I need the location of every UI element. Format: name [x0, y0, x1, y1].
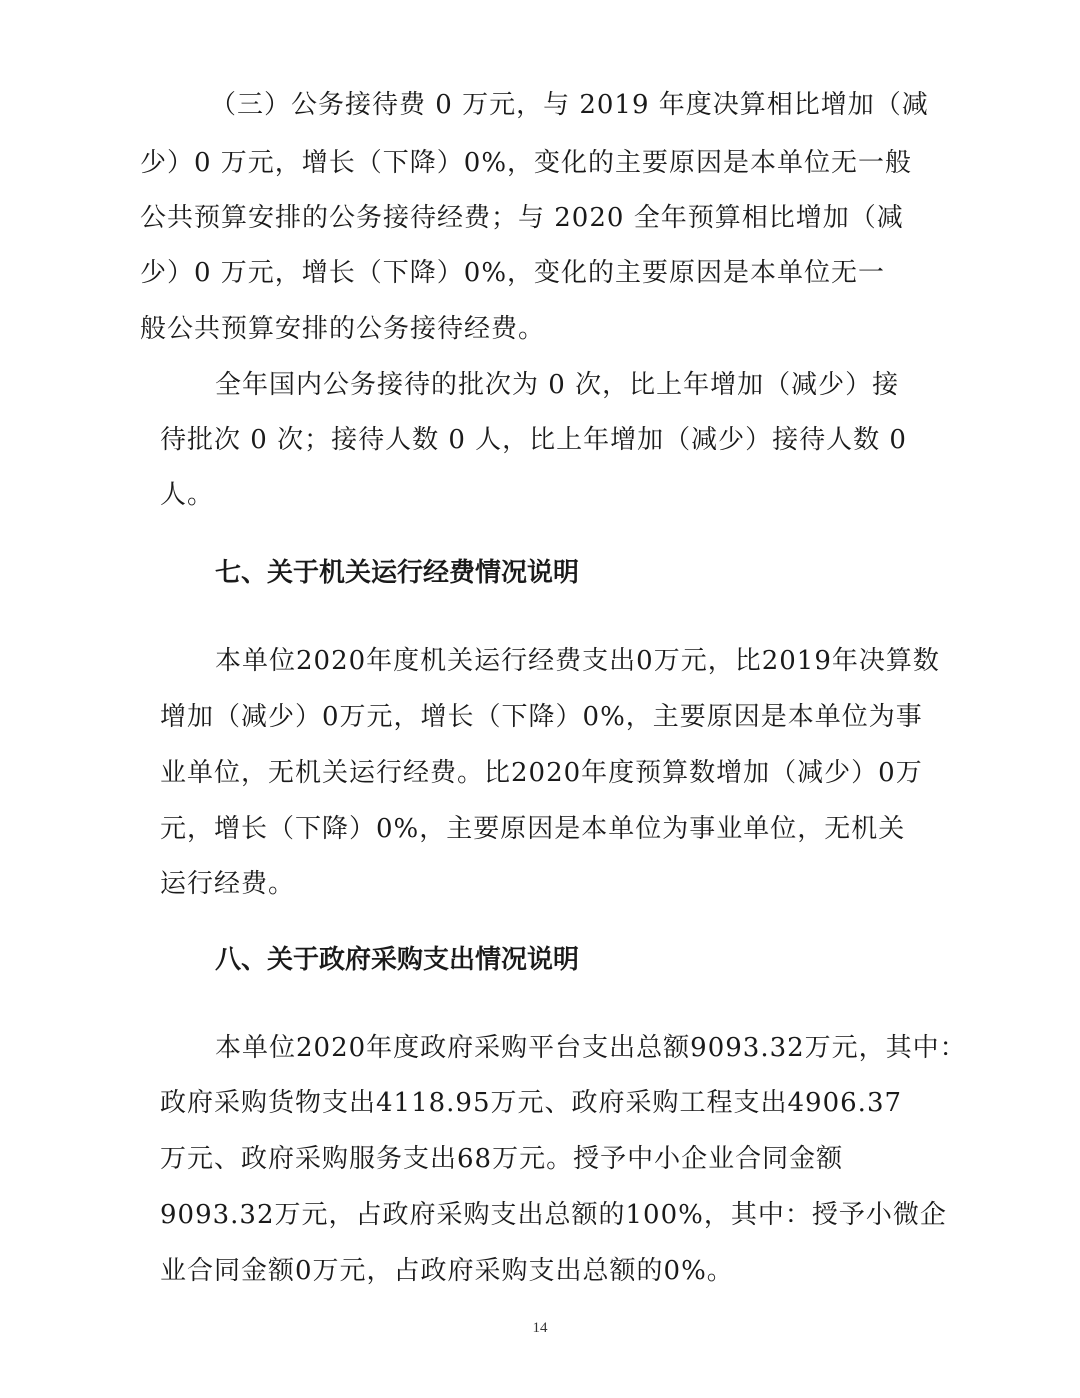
section-eight-line-2: 政府采购货物支出4118.95万元、政府采购工程支出4906.37: [160, 1088, 903, 1118]
section-eight-heading: 八、关于政府采购支出情况说明: [215, 945, 580, 975]
reception-line-5: 般公共预算安排的公务接待经费。: [140, 314, 546, 344]
page-number: 14: [532, 1320, 548, 1336]
section-eight-line-5: 业合同金额0万元，占政府采购支出总额的0%。: [160, 1256, 734, 1286]
reception-line-2: 少）0 万元，增长（下降）0%，变化的主要原因是本单位无一般: [140, 148, 913, 178]
section-seven-line-3: 业单位，无机关运行经费。比2020年度预算数增加（减少）0万: [160, 758, 923, 788]
section-seven-heading: 七、关于机关运行经费情况说明: [215, 558, 580, 588]
section-seven-line-2: 增加（减少）0万元，增长（下降）0%，主要原因是本单位为事: [160, 702, 923, 732]
section-seven-line-4: 元，增长（下降）0%，主要原因是本单位为事业单位，无机关: [160, 814, 906, 844]
counts-line-3: 人。: [160, 480, 215, 510]
section-eight-line-3: 万元、政府采购服务支出68万元。授予中小企业合同金额: [160, 1144, 844, 1174]
reception-line-3: 公共预算安排的公务接待经费；与 2020 全年预算相比增加（减: [140, 203, 904, 233]
section-eight-line-1: 本单位2020年度政府采购平台支出总额9093.32万元，其中：: [215, 1033, 967, 1063]
reception-line-4: 少）0 万元，增长（下降）0%，变化的主要原因是本单位无一: [140, 258, 886, 288]
section-seven-line-5: 运行经费。: [160, 869, 296, 899]
counts-line-1: 全年国内公务接待的批次为 0 次，比上年增加（减少）接: [215, 370, 900, 400]
reception-line-1: （三）公务接待费 0 万元，与 2019 年度决算相比增加（减: [210, 90, 929, 120]
counts-line-2: 待批次 0 次；接待人数 0 人，比上年增加（减少）接待人数 0: [160, 425, 907, 455]
section-eight-line-4: 9093.32万元，占政府采购支出总额的100%，其中：授予小微企: [160, 1200, 947, 1230]
section-seven-line-1: 本单位2020年度机关运行经费支出0万元，比2019年决算数: [215, 646, 940, 676]
